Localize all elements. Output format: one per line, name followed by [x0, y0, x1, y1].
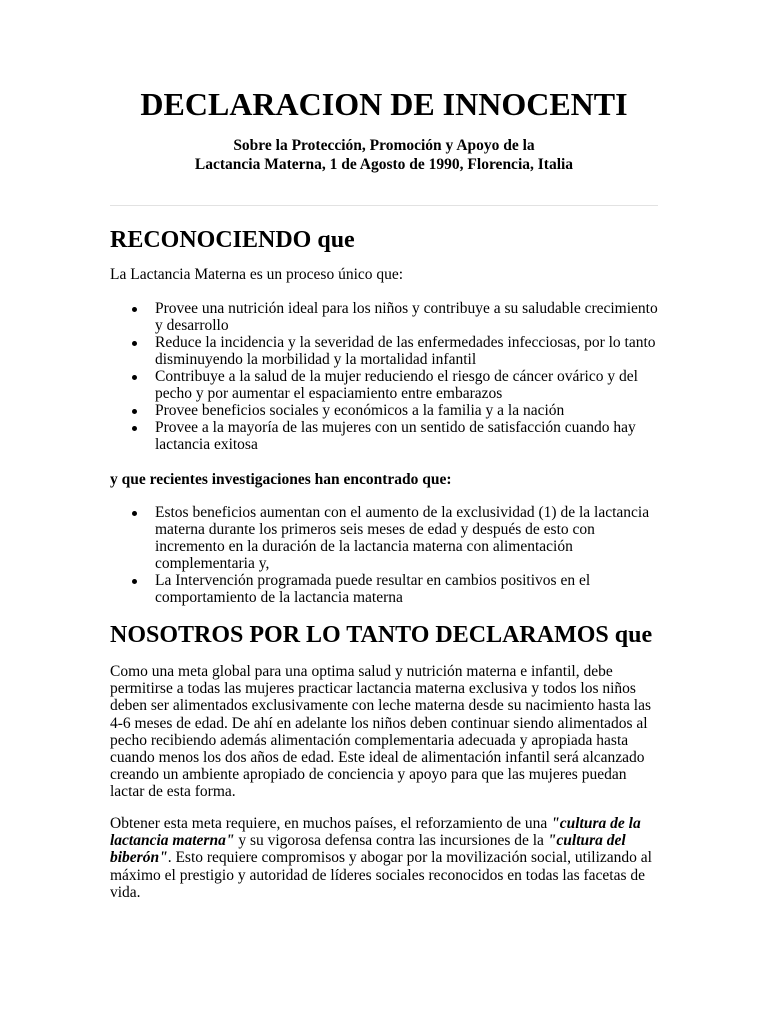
list-item: Provee a la mayoría de las mujeres con un sentido de satisfacción cuando hay lactancia exitosa: [110, 419, 658, 453]
emphasis-cultura-lactancia: "cultura de la lactancia materna": [110, 815, 641, 850]
list-item: Provee una nutrición ideal para los niños y contribuye a su saludable crecimiento y desarrollo: [110, 300, 658, 334]
subtitle-line-2: Lactancia Materna, 1 de Agosto de 1990, Florencia, Italia: [194, 156, 574, 173]
bullet-icon: [132, 375, 137, 380]
bullet-icon: [132, 409, 137, 414]
horizontal-divider: [110, 205, 658, 206]
bullet-icon: [132, 511, 137, 516]
section-heading-reconociendo: RECONOCIENDO que: [110, 227, 355, 253]
section-intro: La Lactancia Materna es un proceso único que:: [110, 266, 404, 283]
document-title: DECLARACION DE INNOCENTI: [140, 86, 628, 122]
declaration-paragraph-1: Como una meta global para una optima salud y nutrición materna e infantil, debe permitirse a todas las mujeres practicar lactancia materna exclusiva y todos los niños deben ser alimentados exclusivamente con leche materna desde su nacimiento hasta las 4-6 meses de edad. De ahí en adelante los niños deben continuar siendo alimentados al pecho recibiendo además alimentación complementaria adecuada y apropiada hasta cuando menos los dos años de edad. Este ideal de alimentación infantil será alcanzado creando un ambiente apropiado de conciencia y apoyo para que las mujeres puedan lactar de esta forma.: [110, 663, 652, 801]
bullet-icon: [132, 341, 137, 346]
recognition-list: [110, 300, 658, 453]
paragraph-text: y su vigorosa defensa contra las incursiones de la: [234, 832, 548, 850]
section-heading-investigaciones: y que recientes investigaciones han encontrado que:: [110, 471, 452, 488]
bullet-icon: [132, 307, 137, 312]
bullet-icon: [132, 579, 137, 584]
list-item: Provee beneficios sociales y económicos a la familia y a la nación: [110, 402, 658, 419]
list-item: La Intervención programada puede resultar en cambios positivos en el comportamiento de la lactancia materna: [110, 572, 658, 606]
bullet-icon: [132, 426, 137, 431]
findings-list: [110, 504, 658, 606]
list-item: Estos beneficios aumentan con el aumento de la exclusividad (1) de la lactancia materna durante los primeros seis meses de edad y después de esto con incremento en la duración de la lactancia materna con alimentación complementaria y,: [110, 504, 658, 572]
section-heading-declaramos: NOSOTROS POR LO TANTO DECLARAMOS que: [110, 622, 653, 648]
list-item: Reduce la incidencia y la severidad de las enfermedades infecciosas, por lo tanto disminuyendo la morbilidad y la mortalidad infantil: [110, 334, 658, 368]
paragraph-text: . Esto requiere compromisos y abogar por la movilización social, utilizando al máximo el prestigio y autoridad de líderes sociales reconocidos en todas las facetas de vida.: [110, 849, 652, 901]
emphasis-cultura-biberon: "cultura del biberón": [110, 832, 626, 867]
declaration-paragraph-2: [110, 815, 658, 901]
list-item: Contribuye a la salud de la mujer reduciendo el riesgo de cáncer ovárico y del pecho y por aumentar el espaciamiento entre embarazos: [110, 368, 658, 402]
subtitle-line-1: Sobre la Protección, Promoción y Apoyo de la: [233, 137, 535, 154]
paragraph-text: Obtener esta meta requiere, en muchos países, el reforzamiento de una: [110, 815, 552, 832]
document-subtitle: [110, 136, 658, 174]
